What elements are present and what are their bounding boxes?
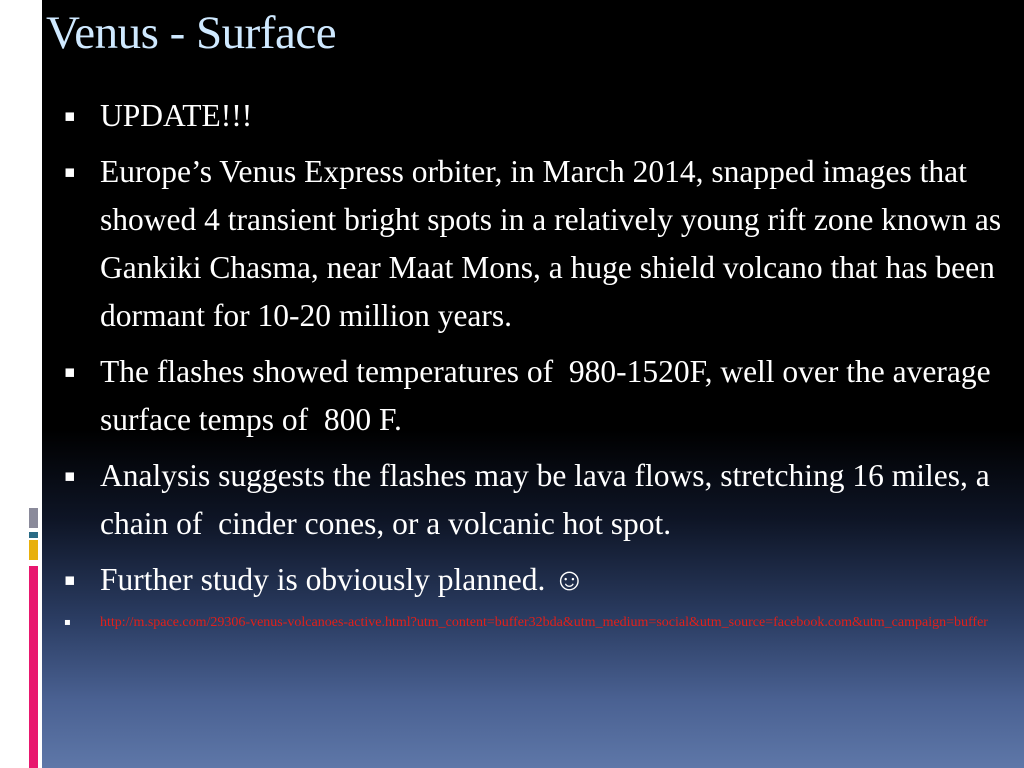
deco-bar-magenta bbox=[29, 566, 38, 768]
bullet-text: The flashes showed temperatures of 980-1520F, well over the average surface temps of 800 F. bbox=[100, 354, 999, 437]
deco-bar-gold bbox=[29, 540, 38, 560]
slide-content bbox=[62, 92, 1014, 634]
deco-bar-gray bbox=[29, 508, 38, 528]
bullet-marker-icon: ▪ bbox=[64, 162, 76, 182]
slide-title: Venus - Surface bbox=[46, 7, 337, 59]
bullet-marker-icon: ▪ bbox=[64, 106, 76, 126]
bullet-update bbox=[62, 92, 1014, 140]
bullet-analysis bbox=[62, 452, 1014, 548]
bullet-marker-icon: ▪ bbox=[64, 570, 76, 590]
deco-bar-teal bbox=[29, 532, 38, 538]
bullet-venus-express bbox=[62, 148, 1014, 340]
bullet-further-study bbox=[62, 556, 1014, 604]
bullet-temperatures bbox=[62, 348, 1014, 444]
bullet-text: Europe’s Venus Express orbiter, in March 2014, snapped images that showed 4 transient bright spots in a relatively young rift zone known as Gankiki Chasma, near Maat Mons, a huge shield volcano that has been dormant for 10-20 million years. bbox=[100, 154, 1002, 333]
bullet-text: Analysis suggests the flashes may be lava flows, stretching 16 miles, a chain of cinder cones, or a volcanic hot spot. bbox=[100, 458, 998, 541]
left-decor-strip bbox=[0, 0, 42, 768]
bullet-marker-icon: ▪ bbox=[64, 617, 71, 628]
bullet-marker-icon: ▪ bbox=[64, 466, 76, 486]
source-link[interactable]: http://m.space.com/29306-venus-volcanoes-active.html?utm_content=buffer32bda&utm_medium=social&utm_source=facebook.com&utm_campaign=buffer bbox=[100, 615, 988, 630]
bullet-text: UPDATE!!! bbox=[100, 98, 253, 133]
bullet-source-link bbox=[62, 612, 1014, 634]
bullet-marker-icon: ▪ bbox=[64, 362, 76, 382]
bullet-text: Further study is obviously planned. ☺ bbox=[100, 562, 586, 597]
